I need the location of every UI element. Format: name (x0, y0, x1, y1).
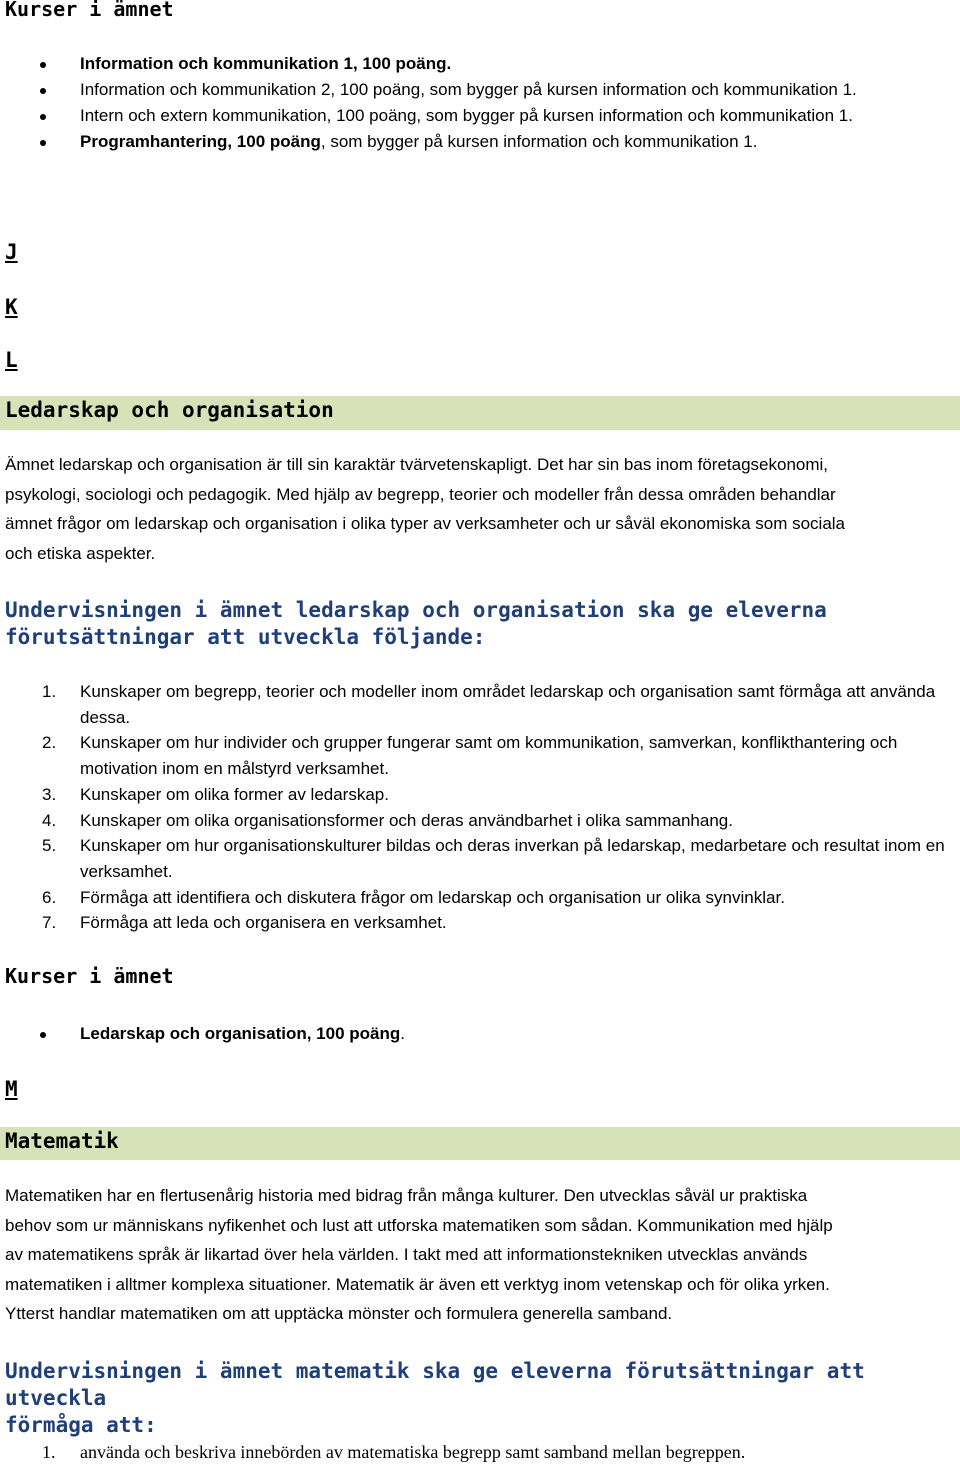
list-item: 4. Kunskaper om olika organisationsformer och deras användbarhet i olika sammanhang. (42, 810, 733, 830)
list-item: 1. använda och beskriva innebörden av matematiska begrepp samt samband mellan begreppen. (42, 1442, 746, 1462)
list-item: Information och kommunikation 1, 100 poäng. (0, 51, 960, 77)
subject-title: Ledarskap och organisation (5, 398, 334, 422)
teaching-heading: Undervisningen i ämnet ledarskap och organisation ska ge eleverna förutsättningar att utveckla följande: (5, 598, 827, 649)
goals-list (0, 1440, 960, 1466)
letter-j: J (5, 240, 18, 264)
list-item: 2. Kunskaper om hur individer och grupper fungerar samt om kommunikation, samverkan, konflikthantering och motivation inom en målstyrd verksamhet. (42, 733, 898, 779)
courses-heading: Kurser i ämnet (5, 0, 174, 21)
list-item: Ledarskap och organisation, 100 poäng. (0, 1021, 960, 1047)
letter-k: K (5, 295, 18, 319)
course-list (0, 51, 960, 155)
goals-list (0, 679, 960, 936)
list-item: 5. Kunskaper om hur organisationskulturer bildas och deras inverkan på ledarskap, medarbetare och resultat inom en verksamhet. (42, 836, 945, 881)
letter-l: L (5, 348, 18, 372)
list-item: 6. Förmåga att identifiera och diskutera frågor om ledarskap och organisation ur olika synvinklar. (42, 887, 785, 907)
subject-title: Matematik (5, 1129, 119, 1153)
list-item: 3. Kunskaper om olika former av ledarskap. (42, 784, 389, 804)
bullet-icon (40, 114, 46, 120)
letter-m: M (5, 1077, 18, 1101)
list-item: Programhantering, 100 poäng, som bygger på kursen information och kommunikation 1. (0, 129, 960, 155)
list-item: 7. Förmåga att leda och organisera en verksamhet. (42, 913, 447, 933)
subject-description: Matematiken har en flertusenårig historia med bidrag från många kulturer. Den utvecklas såväl ur praktiska behov som ur människans nyfikenhet och lust att utforska matematiken som sådan. Kommunikation med hjälp av matematikens språk är likartad över hela världen. I takt med att informationstekniken utvecklas används matematiken i alltmer komplexa situationer. Matematik är även ett verktyg inom vetenskap och för olika yrken. Ytterst handlar matematiken om att upptäcka mönster och formulera generella samband. (5, 1186, 833, 1323)
subject-title-bar (0, 396, 960, 430)
courses-heading: Kurser i ämnet (5, 964, 174, 988)
bullet-icon (40, 62, 46, 68)
subject-description: Ämnet ledarskap och organisation är till sin karaktär tvärvetenskapligt. Det har sin bas inom företagsekonomi, psykologi, sociologi och pedagogik. Med hjälp av begrepp, teorier och modeller från dessa områden behandlar ämnet frågor om ledarskap och organisation i olika typer av verksamheter och ur såväl ekonomiska som sociala och etiska aspekter. (5, 455, 846, 563)
bullet-icon (40, 88, 46, 94)
list-item: Intern och extern kommunikation, 100 poäng, som bygger på kursen information och kommunikation 1. (0, 103, 960, 129)
list-item: 1. Kunskaper om begrepp, teorier och modeller inom området ledarskap och organisation samt förmåga att använda dessa. (42, 682, 936, 727)
teaching-heading: Undervisningen i ämnet matematik ska ge eleverna förutsättningar att utveckla förmåga att: (5, 1359, 865, 1437)
course-list (0, 1021, 960, 1047)
subject-title-bar (0, 1127, 960, 1160)
bullet-icon (40, 140, 46, 146)
list-item: Information och kommunikation 2, 100 poäng, som bygger på kursen information och kommunikation 1. (0, 77, 960, 103)
bullet-icon (40, 1032, 46, 1038)
